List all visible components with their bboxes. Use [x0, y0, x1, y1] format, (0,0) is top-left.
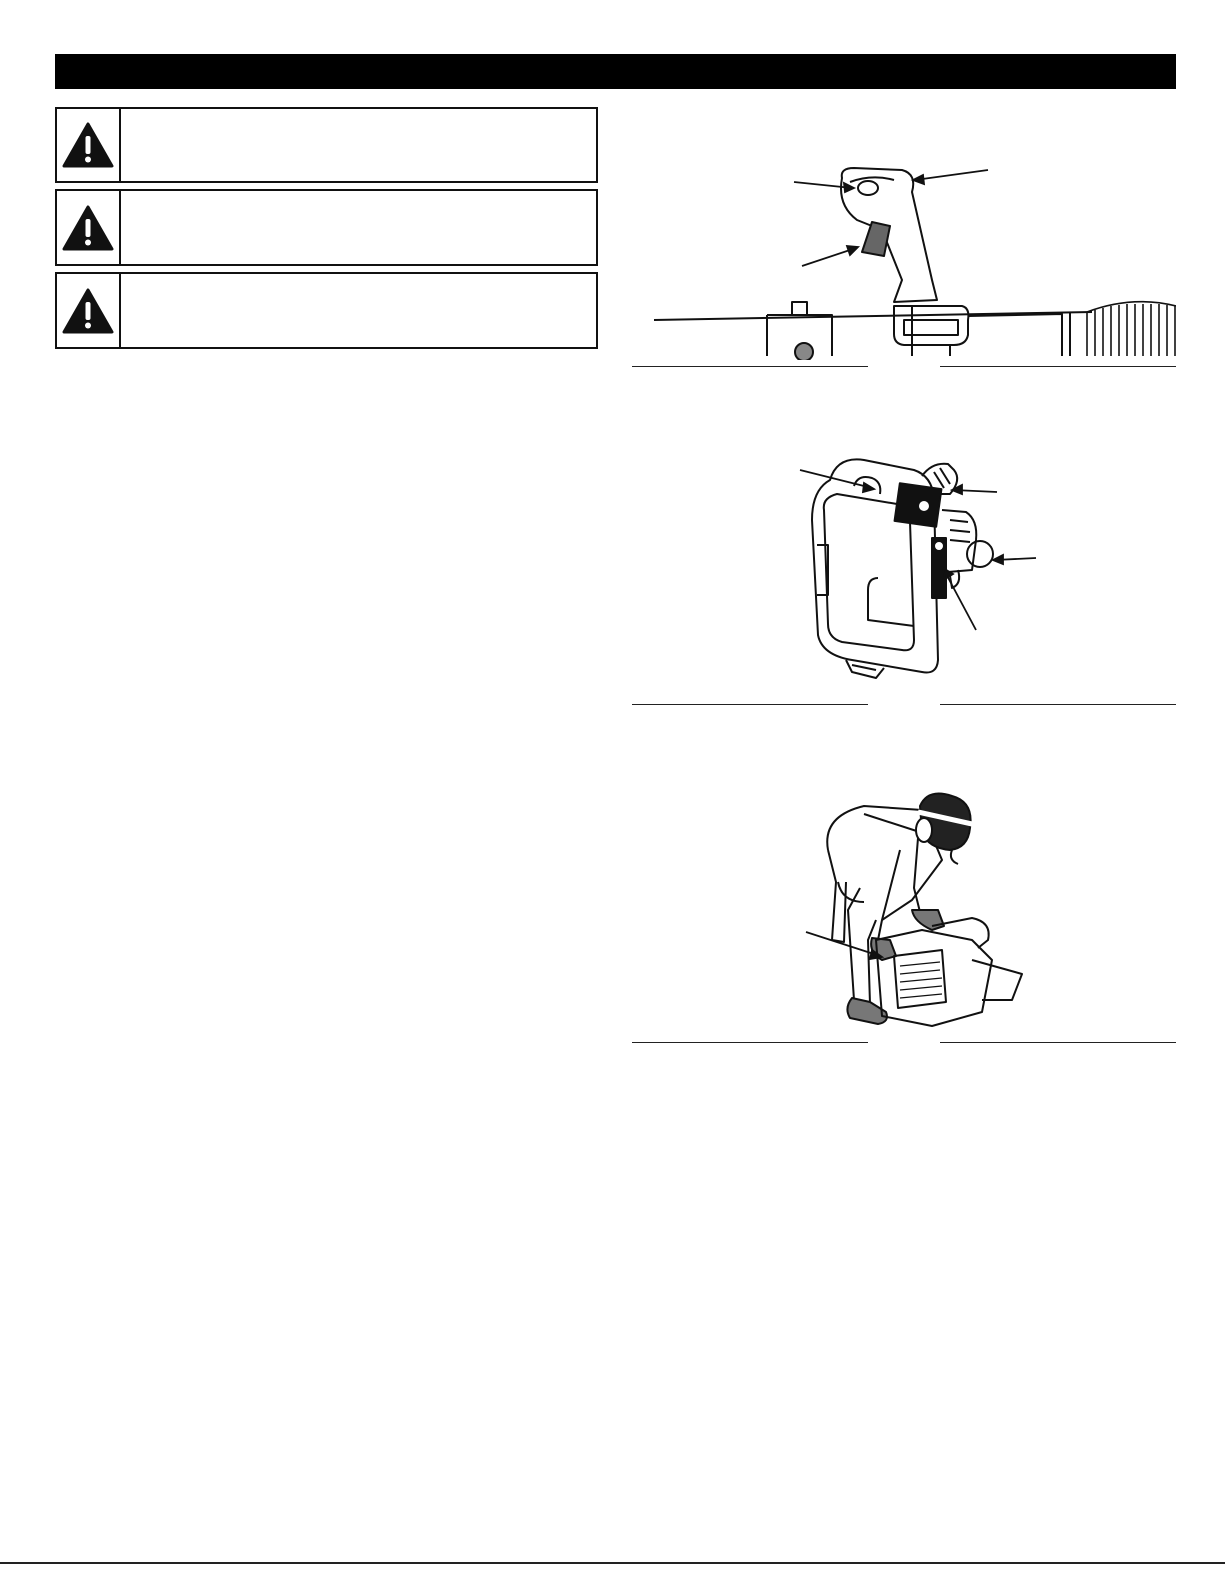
warning-box-2 [55, 189, 598, 266]
warning-triangle-icon [61, 121, 115, 169]
warning-text [121, 274, 596, 347]
figure-rule-right [940, 1042, 1176, 1043]
figure-rule-left [632, 366, 868, 367]
figure-rule-left [632, 1042, 868, 1043]
section-title [55, 61, 65, 81]
warning-triangle-icon [61, 204, 115, 252]
blower-engine-illustration [632, 450, 1176, 695]
throttle-handle-illustration [632, 130, 1176, 360]
warning-icon-cell [57, 274, 121, 347]
footer-rule [0, 1562, 1225, 1564]
figure-operator-starting [632, 790, 1176, 1034]
warning-triangle-icon [61, 287, 115, 335]
figure-rule-right [940, 704, 1176, 705]
figure-rule-left [632, 704, 868, 705]
figure-throttle-handle [632, 130, 1176, 360]
warning-icon-cell [57, 191, 121, 264]
warning-text [121, 109, 596, 181]
warning-box-3 [55, 272, 598, 349]
warning-text [121, 191, 596, 264]
warning-icon-cell [57, 109, 121, 181]
body-text-column [55, 365, 598, 1545]
operator-starting-blower-illustration [632, 790, 1176, 1034]
figure-rule-right [940, 366, 1176, 367]
figure-blower-engine [632, 450, 1176, 695]
warning-box-1 [55, 107, 598, 183]
section-header-bar [55, 54, 1176, 89]
